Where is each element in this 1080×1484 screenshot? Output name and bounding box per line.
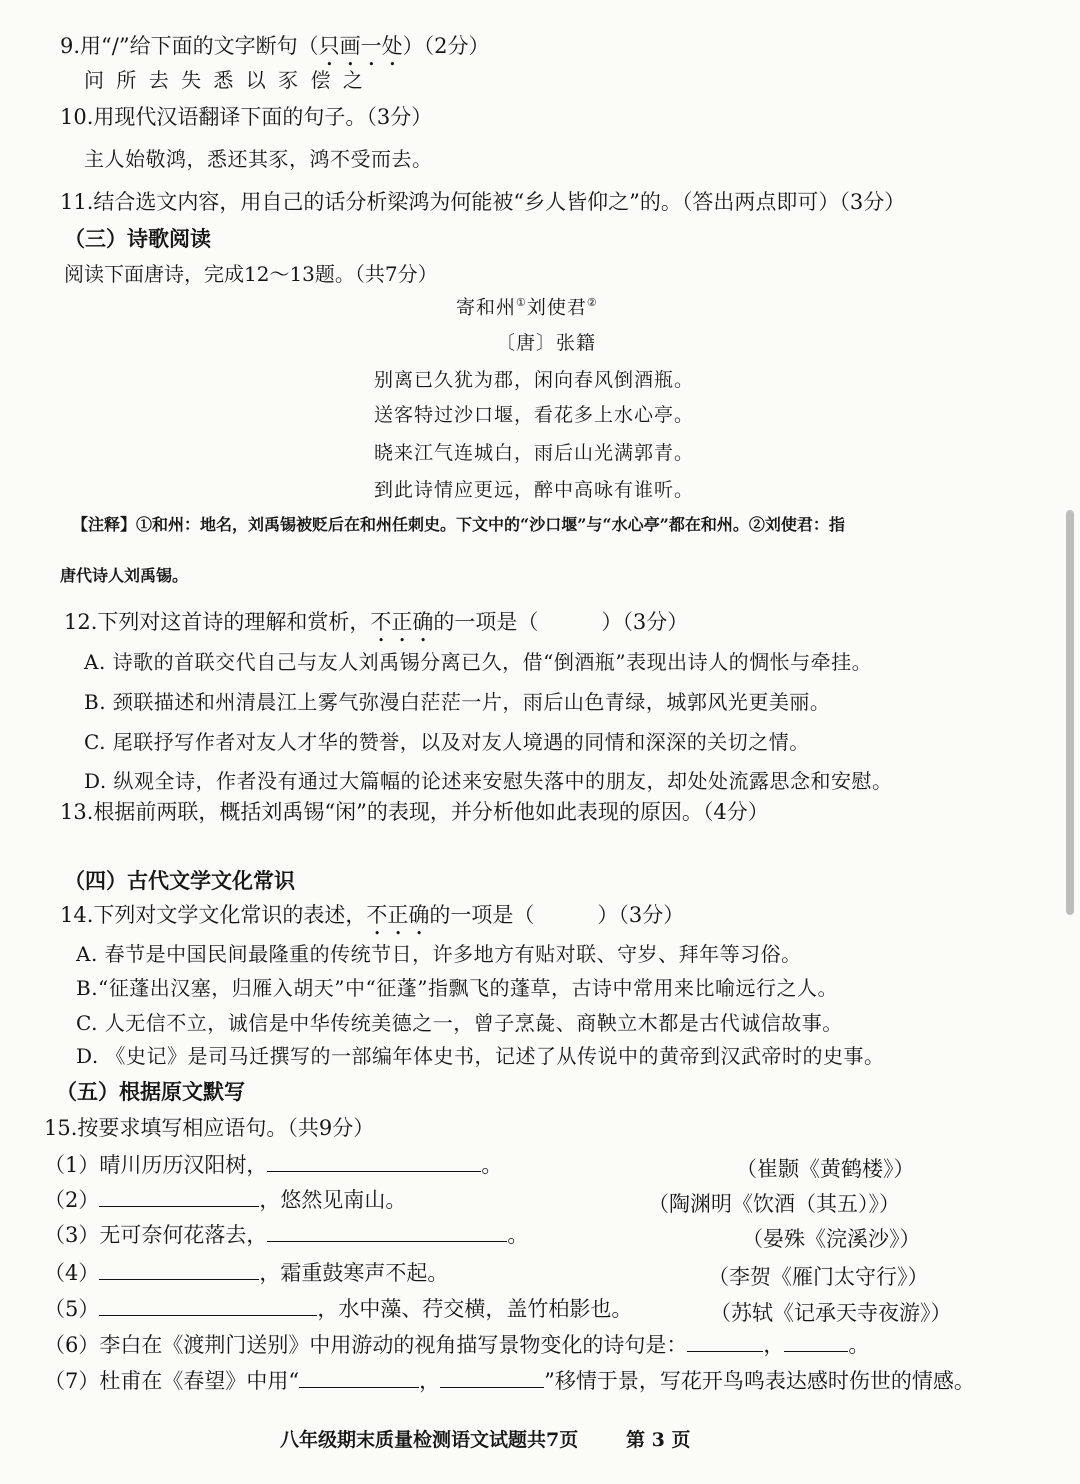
q14-prefix: 14.下列对文学文化常识的表述， xyxy=(60,903,367,927)
q12-option-a: A. 诗歌的首联交代自己与友人刘禹锡分离已久，借“倒酒瓶”表现出诗人的惆怅与牵挂。 xyxy=(84,650,873,674)
section4-heading: （四）古代文学文化常识 xyxy=(64,868,295,893)
q15-item-2 xyxy=(44,1188,406,1211)
q15-item-4 xyxy=(44,1261,448,1284)
answer-blank[interactable] xyxy=(784,1333,848,1352)
q15-item-5 xyxy=(44,1297,632,1320)
item-text: 李白在《渡荆门送别》中用游动的视角描写景物变化的诗句是： xyxy=(99,1333,688,1357)
poem-sup1: ① xyxy=(516,296,527,309)
item-text: 。 xyxy=(848,1333,870,1357)
item-text: ，悠然见南山。 xyxy=(259,1188,407,1212)
poem-line: 别离已久犹为郡，闲向春风倒酒瓶。 xyxy=(374,369,695,391)
q12-suffix: 的一项是（ ）（3分） xyxy=(433,610,689,634)
q9-title xyxy=(60,34,489,71)
q14-emphasis: 不正确 xyxy=(366,903,430,927)
q15-item-3 xyxy=(44,1223,528,1246)
q15-source-2: （陶渊明《饮酒（其五）》） xyxy=(648,1192,900,1216)
answer-blank[interactable] xyxy=(267,1153,481,1172)
item-number: （3） xyxy=(44,1223,100,1247)
q12-option-c: C. 尾联抒写作者对友人才华的赞誉，以及对友人境遇的同情和深深的关切之情。 xyxy=(84,730,810,754)
q14-option-b: B.“征蓬出汉塞，归雁入胡天”中“征蓬”指飘飞的蓬草，古诗中常用来比喻远行之人。 xyxy=(76,976,838,1000)
item-text: ，霜重鼓寒声不起。 xyxy=(259,1261,449,1285)
answer-blank[interactable] xyxy=(267,1223,507,1242)
item-text: 。 xyxy=(507,1223,529,1247)
item-text: ”移情于景，写花开鸟鸣表达感时伤世的情感。 xyxy=(544,1369,975,1393)
footer-page-number: 第 3 页 xyxy=(626,1429,691,1451)
item-text: 杜甫在《春望》中用“ xyxy=(99,1369,300,1393)
poem-note-line2: 唐代诗人刘禹锡。 xyxy=(60,566,189,585)
q14-option-a: A. 春节是中国民间最隆重的传统节日，许多地方有贴对联、守岁、拜年等习俗。 xyxy=(76,942,802,966)
poem-sup2: ② xyxy=(586,296,598,309)
q9-emphasis: 只画一处 xyxy=(318,34,403,58)
poem-line: 送客特过沙口堰，看花多上水心亭。 xyxy=(374,404,695,426)
q12-option-b: B. 颈联描述和州清晨江上雾气弥漫白茫茫一片，雨后山色青绿，城郭风光更美丽。 xyxy=(84,690,831,714)
q15-source-1: （崔颢《黄鹤楼》） xyxy=(736,1157,915,1181)
section3-heading: （三）诗歌阅读 xyxy=(64,226,211,251)
answer-blank[interactable] xyxy=(99,1261,259,1280)
q14-suffix: 的一项是（ ）（3分） xyxy=(429,903,685,927)
poem-author: 〔唐〕张籍 xyxy=(496,332,597,354)
item-number: （2） xyxy=(44,1188,100,1212)
item-number: （5） xyxy=(44,1297,100,1321)
answer-blank[interactable] xyxy=(440,1369,544,1388)
q10-sentence: 主人始敬鸿，悉还其豕，鸿不受而去。 xyxy=(84,147,433,171)
item-text: ， xyxy=(763,1333,785,1357)
item-text: 。 xyxy=(481,1153,503,1177)
scrollbar-thumb[interactable] xyxy=(1066,510,1074,915)
section3-intro: 阅读下面唐诗，完成12～13题。（共7分） xyxy=(64,262,438,286)
q12-title xyxy=(64,610,688,647)
q14-option-c: C. 人无信不立，诚信是中华传统美德之一，曾子烹彘、商鞅立木都是古代诚信故事。 xyxy=(76,1011,843,1035)
item-number: （7） xyxy=(44,1369,100,1393)
q9-text: 问 所 去 失 悉 以 豕 偿 之 xyxy=(84,68,366,92)
q15-item-7 xyxy=(44,1369,975,1392)
item-text: ，水中藻、荇交横，盖竹柏影也。 xyxy=(317,1297,633,1321)
item-text: 晴川历历汉阳树， xyxy=(99,1153,268,1177)
item-number: （4） xyxy=(44,1261,100,1285)
section5-heading: （五）根据原文默写 xyxy=(56,1079,245,1104)
q11-title: 11.结合选文内容，用自己的话分析梁鸿为何能被“乡人皆仰之”的。（答出两点即可）（3分） xyxy=(60,190,906,214)
q15-source-5: （苏轼《记承天寺夜游》） xyxy=(710,1301,952,1325)
item-text: 无可奈何花落去， xyxy=(99,1223,268,1247)
q15-item-1 xyxy=(44,1153,502,1176)
poem-title-part2: 刘使君 xyxy=(526,296,587,319)
answer-blank[interactable] xyxy=(99,1297,317,1316)
poem-title xyxy=(456,297,598,317)
q15-title: 15.按要求填写相应语句。（共9分） xyxy=(44,1116,375,1140)
q15-source-3: （晏殊《浣溪沙》） xyxy=(742,1227,921,1251)
poem-line: 晓来江气连城白，雨后山光满郭青。 xyxy=(374,442,695,464)
answer-blank[interactable] xyxy=(99,1188,259,1207)
q10-title: 10.用现代汉语翻译下面的句子。（3分） xyxy=(60,105,433,129)
q14-option-d: D. 《史记》是司马迁撰写的一部编年体史书，记述了从传说中的黄帝到汉武帝时的史事。 xyxy=(76,1044,885,1068)
q12-option-d: D. 纵观全诗，作者没有通过大篇幅的论述来安慰失落中的朋友，却处处流露思念和安慰。 xyxy=(84,769,893,793)
poem-note-line1: 【注释】①和州：地名，刘禹锡被贬后在和州任刺史。下文中的“沙口堰”与“水心亭”都在和州。②刘使君：指 xyxy=(72,515,845,534)
item-number: （1） xyxy=(44,1153,100,1177)
q12-prefix: 12.下列对这首诗的理解和赏析， xyxy=(64,610,371,634)
poem-line: 到此诗情应更远，醉中高咏有谁听。 xyxy=(374,479,695,501)
q14-title xyxy=(60,903,684,940)
poem-title-part1: 寄和州 xyxy=(456,296,517,319)
q9-prefix: 9.用“/”给下面的文字断句（ xyxy=(60,34,319,58)
q15-item-6 xyxy=(44,1333,869,1356)
footer-total-pages: 八年级期末质量检测语文试题共7页 xyxy=(280,1429,579,1451)
answer-blank[interactable] xyxy=(687,1333,763,1352)
item-text: ， xyxy=(419,1369,441,1393)
q12-emphasis: 不正确 xyxy=(370,610,434,634)
answer-blank[interactable] xyxy=(299,1369,419,1388)
q9-suffix: ）（2分） xyxy=(402,34,490,58)
q13-title: 13.根据前两联，概括刘禹锡“闲”的表现，并分析他如此表现的原因。（4分） xyxy=(60,800,769,824)
item-number: （6） xyxy=(44,1333,100,1357)
q15-source-4: （李贺《雁门太守行》） xyxy=(708,1265,929,1289)
